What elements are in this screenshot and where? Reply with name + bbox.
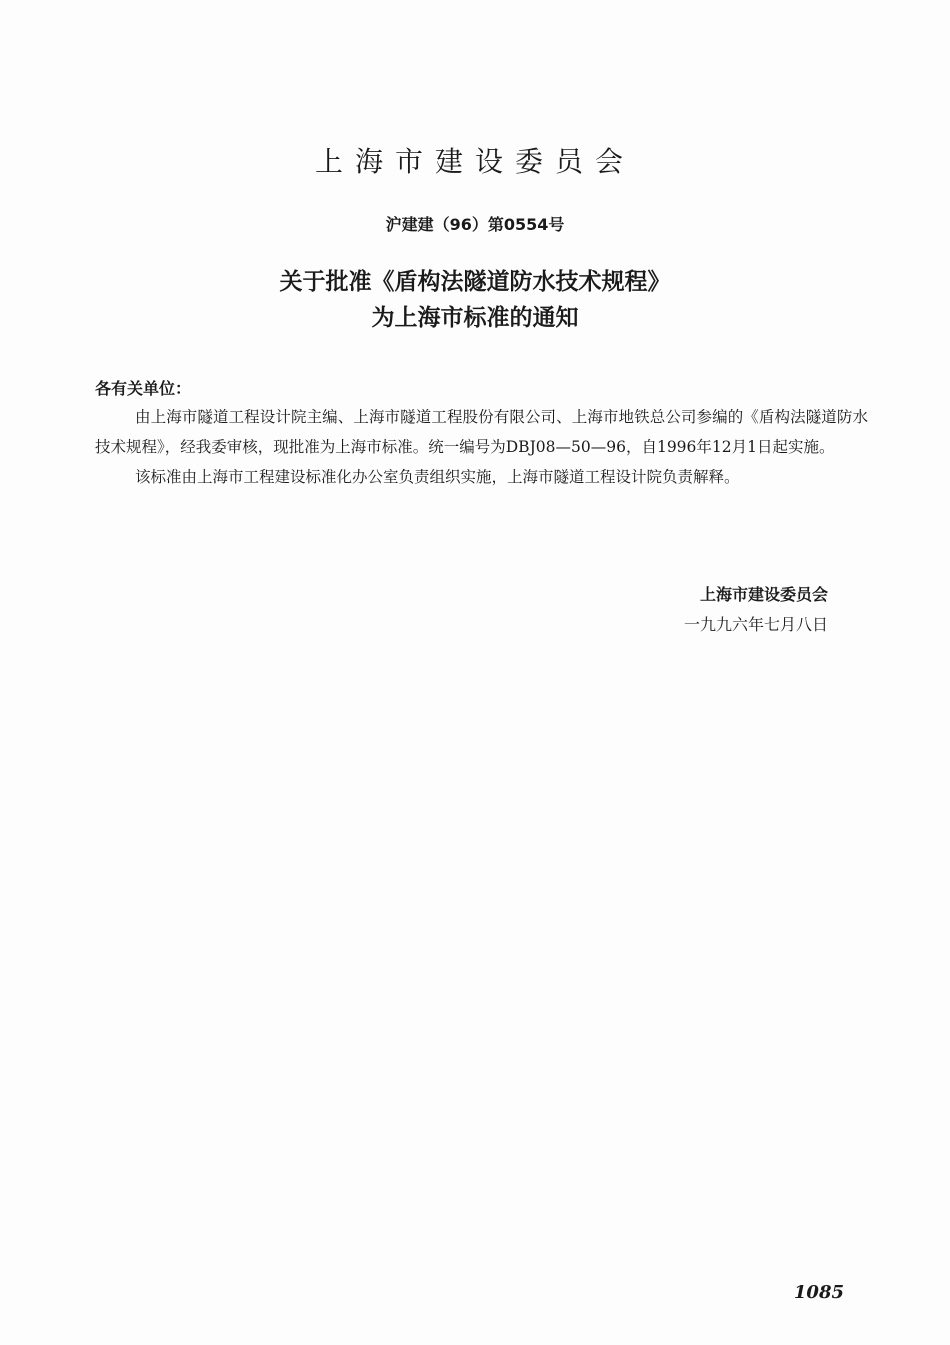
body-paragraph: 该标准由上海市工程建设标准化办公室负责组织实施，上海市隧道工程设计院负责解释。: [135, 468, 740, 486]
page-number: 1085: [793, 1282, 844, 1303]
notice-title: [0, 264, 950, 336]
body-paragraph: 由上海市隧道工程设计院主编、上海市隧道工程股份有限公司、上海市地铁总公司参编的《盾构法隧道防水技术规程》，经我委审核，现批准为上海市标准。统一编号为DBJ08—50—96，自1996年12月1日起实施。: [95, 408, 868, 456]
signature-org: 上海市建设委员会: [699, 585, 828, 604]
signature-date: 一九九六年七月八日: [683, 615, 828, 634]
document-number: 沪建建（96）第0554号: [385, 215, 565, 234]
title-line-2: 为上海市标准的通知: [371, 305, 579, 331]
signature-block: [684, 580, 828, 640]
issuer-heading: 上海市建设委员会: [314, 145, 635, 178]
salutation: 各有关单位：: [95, 379, 192, 398]
title-line-1: 关于批准《盾构法隧道防水技术规程》: [279, 269, 671, 295]
notice-body: [95, 402, 868, 492]
